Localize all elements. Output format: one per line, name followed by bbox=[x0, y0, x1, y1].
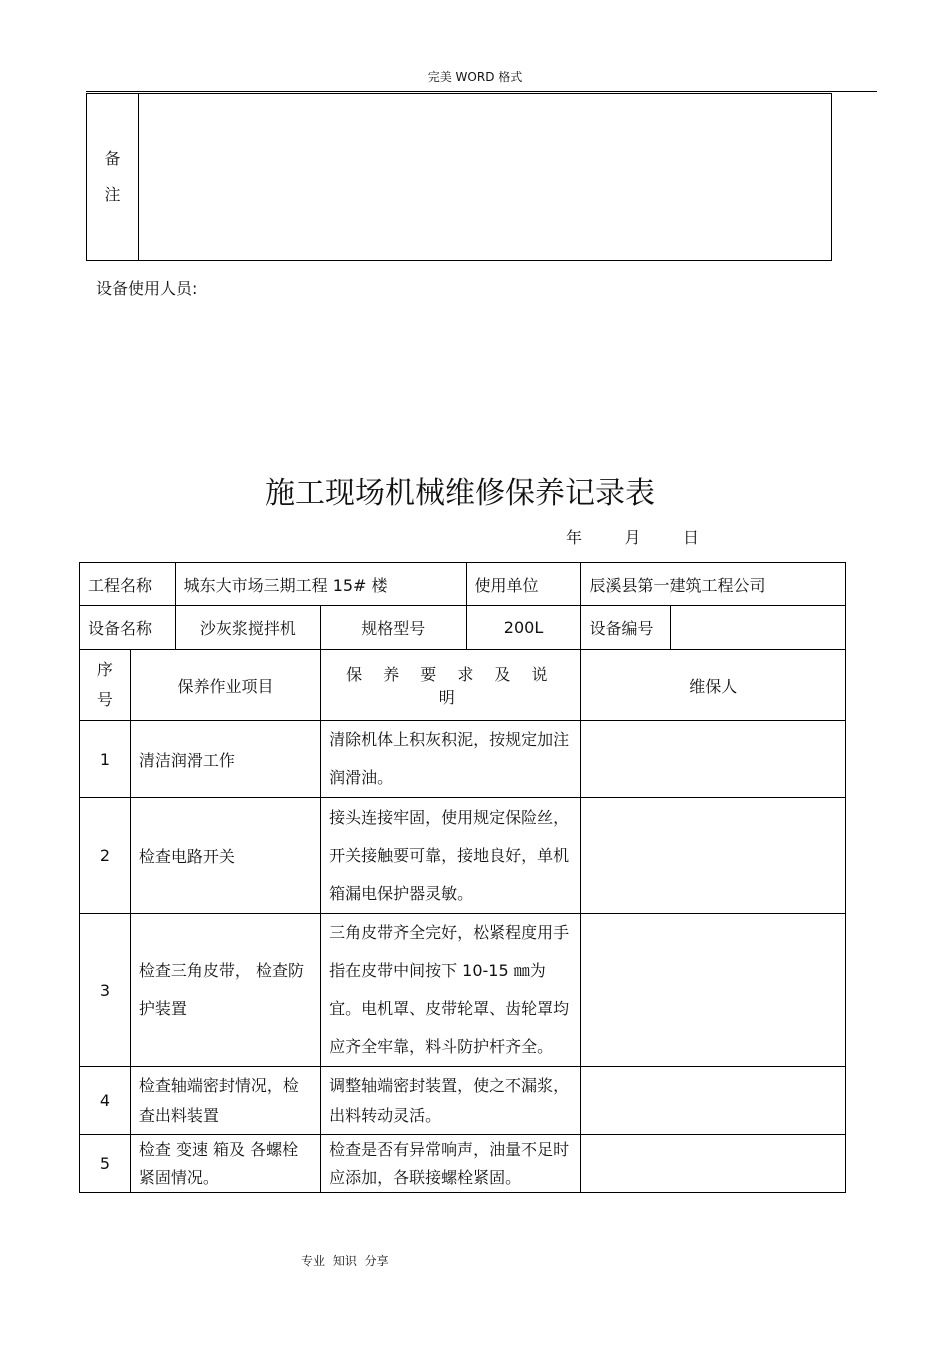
row-item: 清洁润滑工作 bbox=[130, 721, 320, 798]
seq-header-line1: 序 bbox=[96, 660, 113, 679]
remarks-label-line2: 注 bbox=[104, 185, 121, 204]
page-header: 完美 WORD 格式 bbox=[427, 70, 523, 84]
info-row-equipment bbox=[80, 606, 846, 650]
equipment-users-label: 设备使用人员: bbox=[96, 279, 198, 298]
table-row bbox=[80, 1067, 846, 1135]
row-maintainer bbox=[581, 914, 846, 1067]
seq-header bbox=[80, 650, 131, 721]
model-label: 规格型号 bbox=[321, 606, 466, 650]
row-item: 检查 变速 箱及 各螺栓紧固情况。 bbox=[130, 1135, 320, 1193]
model-value: 200L bbox=[466, 606, 581, 650]
table-row bbox=[80, 721, 846, 798]
serial-label: 设备编号 bbox=[581, 606, 671, 650]
unit-label: 使用单位 bbox=[466, 563, 581, 606]
row-maintainer bbox=[581, 1067, 846, 1135]
equipment-value: 沙灰浆搅拌机 bbox=[175, 606, 320, 650]
row-seq: 4 bbox=[80, 1067, 131, 1135]
row-item: 检查轴端密封情况，检查出料装置 bbox=[130, 1067, 320, 1135]
row-maintainer bbox=[581, 1135, 846, 1193]
page-footer: 专业 知识 分享 bbox=[301, 1254, 389, 1268]
info-row-project bbox=[80, 563, 846, 606]
project-label: 工程名称 bbox=[80, 563, 176, 606]
row-seq: 1 bbox=[80, 721, 131, 798]
equipment-label: 设备名称 bbox=[80, 606, 176, 650]
seq-header-line2: 号 bbox=[96, 690, 113, 709]
item-header: 保养作业项目 bbox=[130, 650, 320, 721]
serial-value bbox=[671, 606, 846, 650]
table-row bbox=[80, 1135, 846, 1193]
unit-value: 辰溪县第一建筑工程公司 bbox=[581, 563, 846, 606]
requirement-header: 保 养 要 求 及 说 明 bbox=[321, 650, 581, 721]
row-item: 检查电路开关 bbox=[130, 798, 320, 914]
project-value: 城东大市场三期工程 15# 楼 bbox=[175, 563, 466, 606]
row-requirement: 接头连接牢固，使用规定保险丝，开关接触要可靠，接地良好，单机箱漏电保护器灵敏。 bbox=[321, 798, 581, 914]
row-item: 检查三角皮带， 检查防护装置 bbox=[130, 914, 320, 1067]
table-row bbox=[80, 914, 846, 1067]
row-maintainer bbox=[581, 798, 846, 914]
maintenance-table bbox=[79, 562, 846, 1193]
remarks-box bbox=[86, 93, 832, 261]
row-requirement: 检查是否有异常响声，油量不足时应添加，各联接螺栓紧固。 bbox=[321, 1135, 581, 1193]
row-requirement: 三角皮带齐全完好，松紧程度用手指在皮带中间按下 10-15 ㎜为宜。电机罩、皮带轮罩、齿轮罩均应齐全牢靠，料斗防护杆齐全。 bbox=[321, 914, 581, 1067]
row-requirement: 清除机体上积灰积泥，按规定加注润滑油。 bbox=[321, 721, 581, 798]
maintainer-header: 维保人 bbox=[581, 650, 846, 721]
table-row bbox=[80, 798, 846, 914]
row-seq: 5 bbox=[80, 1135, 131, 1193]
row-maintainer bbox=[581, 721, 846, 798]
row-requirement: 调整轴端密封装置，使之不漏浆，出料转动灵活。 bbox=[321, 1067, 581, 1135]
header-divider bbox=[86, 91, 877, 92]
column-header-row bbox=[80, 650, 846, 721]
row-seq: 3 bbox=[80, 914, 131, 1067]
remarks-label bbox=[87, 94, 139, 260]
row-seq: 2 bbox=[80, 798, 131, 914]
page-title: 施工现场机械维修保养记录表 bbox=[265, 476, 655, 511]
date-line: 年 月 日 bbox=[566, 528, 700, 547]
remarks-label-line1: 备 bbox=[104, 149, 121, 168]
